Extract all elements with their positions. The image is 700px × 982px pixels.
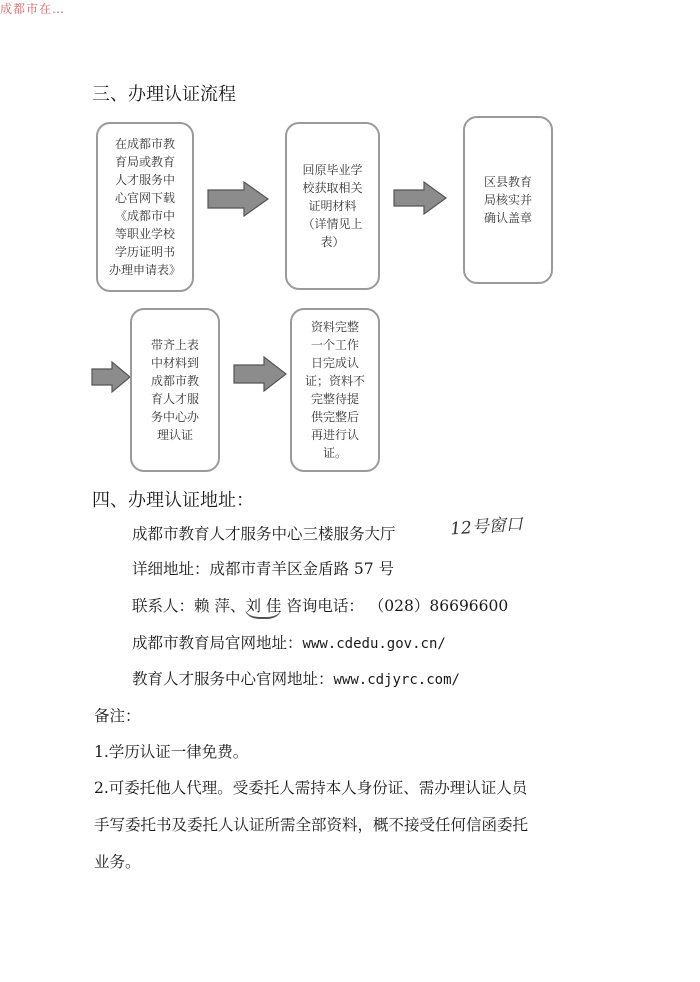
flow-step-3-district-verify: 区县教育 局核实并 确认盖章: [463, 116, 553, 284]
edu-bureau-url: www.cdedu.gov.cn/: [302, 636, 446, 652]
section-3-title: 三、办理认证流程: [92, 84, 236, 105]
flow-arrow-2-icon: [392, 180, 448, 216]
phone-number: （028）86696600: [368, 597, 509, 615]
contact-name-1: 赖 萍、: [194, 597, 246, 615]
edu-bureau-site-line: [132, 631, 446, 653]
flow-arrow-3-icon: [90, 360, 132, 394]
contact-label: 联系人：: [132, 597, 195, 615]
contact-line: [132, 594, 508, 619]
flow-arrow-4-icon: [232, 355, 288, 393]
note-item-2-line-3: 业务。: [94, 853, 141, 871]
flow-step-2-get-materials: 回原毕业学 校获取相关 证明材料 （详情见上 表）: [285, 122, 380, 290]
phone-label: 咨询电话：: [286, 597, 364, 615]
flow-step-1-download-form: 在成都市教 育局或教育 人才服务中 心官网下载 《成都市中 等职业学校 学历证明书 办理申请表》: [96, 122, 194, 292]
talent-center-url: www.cdjyrc.com/: [333, 672, 460, 688]
talent-center-label: 教育人才服务中心官网地址：: [132, 670, 334, 688]
edu-bureau-label: 成都市教育局官网地址：: [132, 634, 303, 652]
note-item-2-line-2: 手写委托书及委托人认证所需全部资料，概不接受任何信函委托: [94, 816, 529, 834]
section-4-title: 四、办理认证地址：: [92, 490, 254, 511]
contact-name-2: 刘 佳: [245, 594, 281, 619]
flow-step-5-complete-certification: 资料完整 一个工作 日完成认 证；资料不 完整待提 供完整后 再进行认 证。: [290, 308, 380, 472]
note-item-2-line-1: 2.可委托他人代理。受委托人需持本人身份证、需办理认证人员: [94, 779, 528, 797]
flow-step-4-submit-materials: 带齐上表 中材料到 成都市教 育人才服 务中心办 理认证: [130, 308, 220, 472]
service-hall: 成都市教育人才服务中心三楼服务大厅: [132, 525, 396, 543]
top-edge-text: 成都市在…: [0, 2, 66, 16]
flow-arrow-1-icon: [206, 180, 270, 218]
detailed-address: 详细地址：成都市青羊区金盾路 57 号: [132, 560, 395, 578]
handwritten-window-note: 12号窗口: [449, 514, 524, 540]
note-item-1: 1.学历认证一律免费。: [94, 743, 249, 761]
notes-title: 备注：: [94, 707, 141, 725]
talent-center-site-line: [132, 667, 460, 689]
